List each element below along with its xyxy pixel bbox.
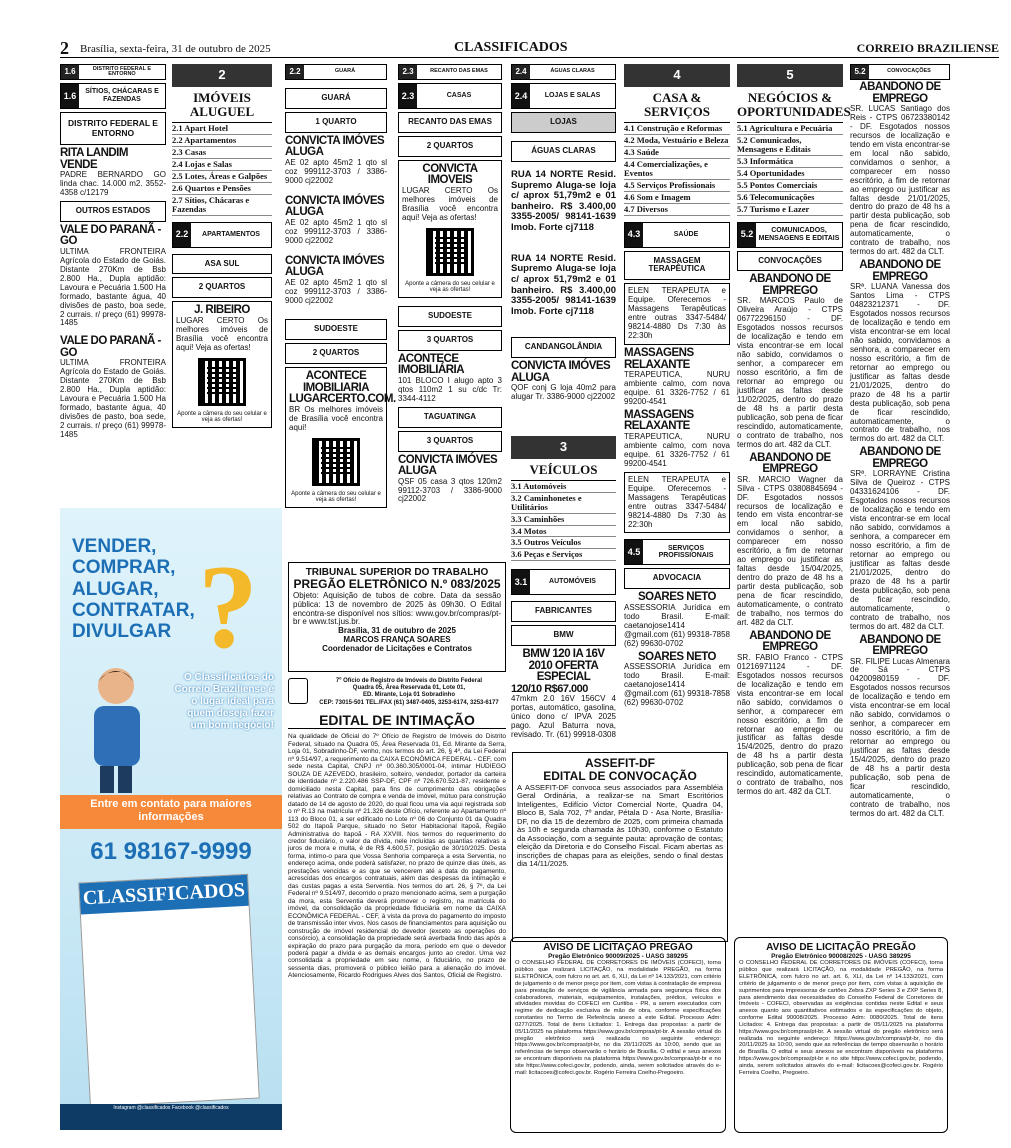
tst-notice: TRIBUNAL SUPERIOR DO TRABALHO PREGÃO ELETRÔNICO N.º 083/2025 Objeto: Aquisição de tubos de cobre. Data da sessão pública: 13 de novembro de 2025 às 09h30. O Edital encontra-se disponível nos sítios: www.gov.br/compras/pt-br e www.tst.jus.br. Brasília, 31 de outubro de 2025 MARCOS FRANÇA SOARES Coordenador de Licitações e Contratos xyxy=(288,562,506,672)
category-tag: 2.2 GUARÁ xyxy=(285,64,387,80)
classified-ad: CONVICTA IMÓVES ALUGA AE 02 apto 45m2 1 qto sl coz 999112-3703 / 3386-9000 cj22002 xyxy=(285,134,387,185)
assefit-notice: ASSEFIT-DF EDITAL DE CONVOCAÇÃO A ASSEFIT-DF convoca seus associados para Assembléia Geral Ordinária, a realizar-se na Smart Escritórios Inteligentes, Edifício Victor Comercial Norte, Quadra 04, Bloco B, Sala 702, 7º andar, Pétala D - Asa Norte, Brasília-DF, no dia 15 de dezembro de 2025, com primeira chamada às 10h e segunda chamada às 10h30, conforme o Estatuto da Associação, com a seguinte pauta: aprovação de contas; eleição da Diretoria e do Conselho Fiscal. Ficam abertas as inscrições de chapas para as eleições, sendo o final destas dia 14/11/2025. xyxy=(512,752,728,942)
subcategory: 3 QUARTOS xyxy=(398,431,502,452)
banner-tagline: O Classificados do Correio Braziliense é o lugar ideal para quem deseja fazer um bom negócio! xyxy=(174,672,274,731)
classified-ad: CONVICTA IMÓVES ALUGA QOF conj G loja 40m2 para alugar Tr. 3386-9000 cj22002 xyxy=(511,360,616,402)
classified-ad: ACONTECE IMOBILIÁRIA 101 BLOCO I alugo apto 3 qtos 110m2 1 su c/dc Tr: 3344-4112 xyxy=(398,352,502,403)
subcategory: ADVOCACIA xyxy=(624,568,730,589)
banner-phone: 61 98167-9999 xyxy=(90,838,252,865)
column-negocios xyxy=(737,64,851,797)
subcategory: BMW xyxy=(511,625,616,646)
notice-body: Na qualidade de Oficial do 7º Ofício de Registro de Imóveis do Distrito Federal, situado na Quadra 05, Área Reservada 01, Ed. Mirante da Serra, Loja 01, Sobradinho-DF, venho, nos termos do art. 26, § 4º, da Lei Federal nº 9.514/97, a requerimento da CAIXA ECONÔMICA FEDERAL - CEF, com sede nesta Capital, CNPJ nº 00.360.305/0001-04, intimar HUDIEGO SOUZA DE AZEVEDO, brasileiro, solteiro, vendedor, portador da carteira de identidade nº 2.220.486 SSP-DF, CPF nº 726.670.521-87, residente e domiciliado nesta Capital, para fins de cumprimento das obrigações relativas ao Contrato de compra e venda de imóvel, mútuo para construção datado de 14 de agosto de 2020, do qual ficou uma via aqui registrada sob o nº R.13 na matrícula nº 21.326 deste Ofício, referente ao Apartamento nº 113 do Bloco 01, a ser edificado no Lote nº 06 do Conjunto 01 da Quadra 502 do Itapoã Parque, situado no Setor Habitacional Itapoã, Região Administrativa do Itapoã - RA XXVIII. Nos termos do requerimento do credor fiduciário, o valor da dívida, nele incluídas as quantias relativas a juros de mora e multa, é de R$ 4.600,57, posição de 30/10/2025. Desta forma, intimo-o para que Vossa Senhoria compareça a esta Serventia, no endereço acima, onde poderá satisfazer, no prazo de quinze dias úteis, as prestações vencidas e as que se vencerem até a data do pagamento, acrescidas dos encargos contratuais, além das despesas da intimação e das custas pagas a esta Serventia. Nos termos do art. 26, § 7º, da Lei Federal nº 9.514/97, decorrido o prazo mencionado acima, sem a purgação da mora, esta Serventia deverá promover o registro, na matrícula do imóvel, da consolidação da propriedade fiduciária em nome da CAIXA ECONÔMICA FEDERAL - CEF, à vista da prova do pagamento do imposto de transmissão inter vivos. Nos casos de financiamentos para aquisição ou construção de imóvel residencial do devedor (exceto as operações do consórcio), a consolidação da propriedade será averbada findo das após a expiração do prazo para purgação da mora, período em que o devedor poderá pagar a dívida e as demais encargos junto ao credor. Uma vez consolidada a propriedade em seu nome, o fiduciário, no prazo de sessenta dias, promoverá o público leilão para a alienação do imóvel. Atenciosamente, Ricardo Rodrigues Alves dos Santos, Oficial de Registro. xyxy=(288,733,506,980)
subcategory: CONVOCAÇÕES xyxy=(737,251,843,272)
classified-ad: VALE DO PARANÃ - GO ULTIMA FRONTEIRA Agrícola do Estado de Goiás. Distante 270Km de Bsb 2.800 Ha., Dupla aptidão: Lavoura e Pecuária 1.500 Ha formado, bastante água, 40 divisões de pasto, boa sede, 2 currais. r/ preço (61) 99978-1485 xyxy=(60,223,166,328)
section-heading: NEGÓCIOS & OPORTUNIDADES xyxy=(737,89,851,119)
classified-ad: SOARES NETO ASSESSORIA Jurídica em todo Brasil. E-mail: caetanojose1414 @gmail.com (61) 99318-7858 (62) 99630-0702 xyxy=(624,650,730,708)
dateline: Brasília, sexta-feira, 31 de outubro de 2025 xyxy=(80,43,271,55)
category-header: 2.2 APARTAMENTOS xyxy=(172,222,272,248)
aviso-licitacao-1: AVISO DE LICITAÇÃO PREGÃO Pregão Eletrônico 90009/2025 - UASG 389295 O CONSELHO FEDERAL DE CORRETORES DE IMÓVEIS (COFECI), torna público que realizará LICITAÇÃO, na modalidade PREGÃO, na forma ELETRÔNICA, com fulcro no art. art. 6, XLI, da Lei nº 14.133/2021, com critério de julgamento o de menor preço por item, com vistas à contratação de empresa para prestação de serviços de vigilância armada para segurança física dos colaboradores, materiais, equipamentos, instalações, prédios, veículos e atividades movidas do COFECI em Curitiba - PR, a serem executados com regime de dedicação exclusiva de mão de obra, conforme especificações constantes no Termo de Referência anexo a este Edital. Processo Adm: 0277/2025. Total de itens Licitados: 1. Entrega das propostas: a partir de 05/11/2025 na plataforma https://www.gov.br/compras/pt-br. A sessão virtual do pregão eletrônico será realizada no seguinte endereço: https://www.gov.br/compras/pt-br, no dia 20/11/2025 às 10:00, sendo que as referências de tempo observarão o horário de Brasília. O edital e seus anexos se encontram disponíveis na plataforma https://www.gov.br/compras/pt-br e no site https://www.cofeci.gov.br, podendo, ainda, serem solicitados através do e-mail: licitacoes@cofeci.gov.br. Rogério Ferreira Coelho-Pregoeiro. xyxy=(510,937,726,1133)
column-casa-servicos xyxy=(624,64,730,754)
section-index: 3.1 Automóveis 3.2 Caminhonetes e Utilitários 3.3 Caminhões 3.4 Motos 3.5 Outros Veículos 3.6 Peças e Serviços xyxy=(511,480,616,561)
category-tag: 1.6 DISTRITO FEDERAL E ENTORNO xyxy=(60,64,166,80)
promo-banner xyxy=(60,508,282,1130)
subcategory: 2 QUARTOS xyxy=(285,343,387,364)
column-veiculos xyxy=(511,436,616,746)
subcategory: CANDANGOLÂNDIA xyxy=(511,337,616,358)
column-guara xyxy=(285,64,396,534)
subcategory: 3 QUARTOS xyxy=(398,330,502,351)
page-header xyxy=(60,38,999,58)
subcategory: MASSAGEM TERAPÊUTICA xyxy=(624,251,730,281)
subcategory: DISTRITO FEDERAL E ENTORNO xyxy=(60,112,166,145)
subcategory: RECANTO DAS EMAS xyxy=(398,112,502,133)
classified-ad: ABANDONO DE EMPREGO SRª. LUANA Vanessa dos Santos Lima - CTPS 04823212371 - DF. Esgotados nossos recursos de localização e tendo em vista encontrar-se em local não sabido, convidamos a senhora, a comparecer em nosso escritório, a fim de retornar ao emprego ou justificar as faltas desde 21/01/2025, dentro do prazo de 48 hs a partir desta publicação, sob pena de ficar rescindido, automaticamente, o contrato de trabalho, nos termos do art. 482 da CLT. xyxy=(850,259,950,444)
column-imoveis-aluguel xyxy=(172,64,272,431)
category-header: 5.2 COMUNICADOS, MENSAGENS E EDITAIS xyxy=(737,222,843,248)
subcategory: ASA SUL xyxy=(172,254,272,275)
cartorio-header: 7º Ofício de Registro de Imóveis do Distrito Federal Quadra 05, Área Reservada 01, Lote 01, ED. Mirante, Loja 01 Sobradinho CEP: 73015-501 TEL./FAX (61) 3487-0405, 3253-6174, 3253-6177 xyxy=(288,678,506,707)
column-lojas xyxy=(511,64,616,434)
question-mark-icon: ? xyxy=(198,540,258,673)
category-tag: 2.3 RECANTO DAS EMAS xyxy=(398,64,502,80)
classified-ad: ABANDONO DE EMPREGO SR. FILIPE Lucas Almenara de Sá - CTPS 04200980159 - DF. Esgotados nossos recursos de localização e tendo em vista encontrar-se em local não sabido, convidamos o senhor, a comparecer em nosso escritório, a fim de retornar ao emprego ou justificar as faltas desde 15/4/2025, dentro do prazo de 48 hs a partir desta publicação, sob pena de ficar rescindido, automaticamente, o contrato de trabalho, nos termos do art. 482 da CLT. xyxy=(850,633,950,818)
category-header: 4.5 SERVIÇOS PROFISSIONAIS xyxy=(624,539,730,565)
classified-ad: ELEN TERAPEUTA e Equipe. Oferecemos - Massagens Terapêuticas entre outras 3347-5484/ 98214-4880 Ds 7:30 às 22:30h xyxy=(624,283,730,345)
classified-ad: CONVICTA IMOVEIS LUGAR CERTO Os melhores imóveis de Brasília você encontra aqui! Veja as ofertas! Aponte a câmera do seu celular e veja as ofertas! xyxy=(398,160,502,298)
subcategory: GUARÁ xyxy=(285,88,387,109)
classified-ad: CONVICTA IMÓVES ALUGA QSF 05 casa 3 qtos 120m2 99112-3703 / 3386-9000 cj22002 xyxy=(398,453,502,504)
classified-ad: BMW 120 IA 16V 2010 OFERTA ESPECIAL 120/10 R$67.000 47mkm 2.0 16V 156CV 4 portas, automático, gasolina, único dono c/ IPVA 2025 pago. Azul Baturra nova, revisado. Tr. (61) 99918-0308 xyxy=(511,648,616,739)
category-tag: 5.2 CONVOCAÇÕES xyxy=(850,64,950,80)
section-index: 2.1 Apart Hotel 2.2 Apartamentos 2.3 Casas 2.4 Lojas e Salas 2.5 Lotes, Áreas e Galpões 2.6 Quartos e Pensões 2.7 Sítios, Chácaras e Fazendas xyxy=(172,122,272,215)
notice-title: EDITAL DE INTIMAÇÃO xyxy=(288,713,506,730)
classified-ad: VALE DO PARANÃ - GO ULTIMA FRONTEIRA Agrícola do Estado de Goiás. Distante 270Km de Bsb 2.800 Ha., Dupla aptidão: Lavoura e Pecuária 1.500 Ha formado, bastante água, 40 divisões de pasto, boa sede, 2 currais. r/ preço (61) 99978-1485 xyxy=(60,335,166,440)
subcategory: LOJAS xyxy=(511,112,616,133)
section-index: 4.1 Construção e Reformas 4.2 Moda, Vestuário e Beleza 4.3 Saúde 4.4 Comercializações, e Eventos 4.5 Serviços Profissionais 4.6 Som e Imagem 4.7 Diversos xyxy=(624,123,729,214)
classified-ad: RUA 14 NORTE Resid. Supremo Aluga-se loja c/ aprox 51,79m2 e 01 banheiro. R$ 3.400,00 3355-2005/ 98141-1639 Imob. Forte cj7118 xyxy=(511,168,616,234)
newspaper-image: CLASSIFICADOS xyxy=(78,874,260,1108)
classified-ad: RUA 14 NORTE Resid. Supremo Aluga-se loja c/ aprox 51,79m2 e 01 banheiro. R$ 3.400,00 3355-2005/ 98141-1639 Imob. Forte cj7118 xyxy=(511,252,616,317)
classified-ad: CONVICTA IMÓVES ALUGA AE 02 apto 45m2 1 qto sl coz 999112-3703 / 3386-9000 cj22002 xyxy=(285,254,387,305)
category-tag: 2.4 ÁGUAS CLARAS xyxy=(511,64,616,80)
subcategory: TAGUATINGA xyxy=(398,407,502,428)
classified-ad: MASSAGENS RELAXANTE TERAPEUTICA, NURU ambiente calmo, com nova equipe. 61 3326-7752 / 61 99200-4541 xyxy=(624,347,730,406)
column-casas xyxy=(398,64,502,554)
column-convocacoes xyxy=(850,64,950,818)
subcategory: SUDOESTE xyxy=(285,319,387,340)
seal-icon xyxy=(288,678,308,704)
banner-footer: Instagram @classificados Facebook @classificados xyxy=(60,1104,282,1130)
column-sitios xyxy=(60,64,166,443)
aviso-licitacao-2: AVISO DE LICITAÇÃO PREGÃO Pregão Eletrônico 90008/2025 - UASG 389295 O CONSELHO FEDERAL DE CORRETORES DE IMÓVEIS (COFECI), torna público que realizará LICITAÇÃO, na modalidade PREGÃO, na forma ELETRÔNICA, com fulcro no art. art. 6, XLI, da Lei nº 14.133/2021, com critério de julgamento o de menor preço por item, com vistas à aquisição de suprimentos para impressoras de cartões Zebra ZXP Series 3 e ZXP Series 8, para atendimento das necessidades do Conselho Federal de Corretores de Imóveis - COFECI, observadas as exigências contidas neste Edital e seus anexos quanto aos quantitativos estimados e às especificações do objeto, conforme Edital 90008/2025. Processo Adm: 0080/2025. Total de itens Licitados: 4. Entrega das propostas: a partir de 05/11/2025 na plataforma https://www.gov.br/compras/pt-br. A sessão virtual do pregão eletrônico será realizada no seguinte endereço: https://www.gov.br/compras/pt-br, no dia 20/11/2025 às 10:00, sendo que as referências de tempo observarão o horário de Brasília. O edital e seus anexos se encontram disponíveis na plataforma https://www.gov.br/compras/pt-br e no site https://www.cofeci.gov.br, podendo, ainda, serem solicitados através do e-mail: licitacoes@cofeci.gov.br. Rogério Ferreira Coelho, Pregoeiro. xyxy=(734,937,948,1133)
section-heading: CASA & SERVIÇOS xyxy=(643,89,710,119)
masthead: CORREIO BRAZILIENSE xyxy=(856,41,999,55)
subcategory: OUTROS ESTADOS xyxy=(60,201,166,222)
banner-cta: Entre em contato para maiores informações xyxy=(60,795,282,829)
classified-ad: ABANDONO DE EMPREGO SR. MARCIO Wagner da Silva - CTPS 03808845694 - DF. Esgotados nossos recursos de localização e tendo em vista encontrar-se em local não sabido, convidamos o senhor, a comparecer em nosso escritório, a fim de retornar ao emprego ou justificar as faltas desde 15/04/2025, dentro do prazo de 48 hs a partir desta publicação, sob pena de ficar rescindido, automaticamente, o contrato de trabalho, nos termos do art. 482 da CLT. xyxy=(737,451,843,627)
classified-ad: ABANDONO DE EMPREGO SR. LUCAS Santiago dos Reis - CTPS 06723380142 - DF. Esgotados nossos recursos de localização e tendo em vista encontrar-se em local não sabido, convidamos o senhor, a comparecer em nosso escritório, a fim de retornar ao emprego ou justificar as faltas desde 21/01/2025, dentro do prazo de 48 hs a partir desta publicação, sob pena de ficar rescindido, automaticamente, o contrato de trabalho, nos termos do art. 482 da CLT. xyxy=(850,81,950,257)
section-number: 2 xyxy=(172,64,272,87)
classified-ad: CONVICTA IMÓVES ALUGA AE 02 apto 45m2 1 qto sl coz 999112-3703 / 3386-9000 cj22002 xyxy=(285,194,387,245)
classified-ad: SOARES NETO ASSESSORIA Jurídica em todo Brasil. E-mail: caetanojose1414 @gmail.com (61) 99318-7858 (62) 99630-0702 xyxy=(624,591,730,648)
category-header: 2.3 CASAS xyxy=(398,83,502,109)
subcategory: ÁGUAS CLARAS xyxy=(511,141,616,162)
page-number: 2 xyxy=(60,38,69,58)
subcategory: FABRICANTES xyxy=(511,601,616,622)
classified-ad: ACONTECE IMOBILIARIA LUGARCERTO.COM. BR Os melhores imóveis de Brasília você encontra aqui! Aponte a câmera do seu celular e veja as ofertas! xyxy=(285,367,387,508)
banner-headline: VENDER, COMPRAR, ALUGAR, CONTRATAR, DIVULGAR xyxy=(72,536,195,643)
category-header: 2.4 LOJAS E SALAS xyxy=(511,83,616,109)
classified-ad: RITA LANDIM VENDE PADRE BERNARDO GO linda chac. 14.000 m2. 3552-4358 c/12179 xyxy=(60,147,166,197)
classified-ad: MASSAGENS RELAXANTE TERAPEUTICA, NURU ambiente calmo, com nova equipe. 61 3326-7752 / 61 99200-4541 xyxy=(624,408,730,468)
section-number: 4 xyxy=(624,64,730,87)
classified-ad: ABANDONO DE EMPREGO SR. MARCOS Paulo de Oliveira Araújo - CTPS 06772296150 - DF. Esgotados nossos recursos de localização e tendo em vista encontrar-se em local não sabido, convidamos o senhor, a comparecer em nosso escritório, a fim de retornar ao emprego ou justificar as faltas desde 11/02/2025, dentro do prazo de 48 hs a partir desta publicação, sob pena de ficar rescindido, automaticamente, o contrato de trabalho, nos termos do art. 482 da CLT. xyxy=(737,273,843,449)
classified-ad: ELEN TERAPEUTA e Equipe. Oferecemos - Massagens Terapêuticas entre outras 3347-5484/ 98214-4880 Ds 7:30 às 22:30h xyxy=(624,472,730,534)
category-header: 3.1 AUTOMÓVEIS xyxy=(511,569,616,595)
classified-ad: J. RIBEIRO LUGAR CERTO Os melhores imóveis de Brasília você encontra aqui! Veja as ofertas! Aponte a câmera do seu celular e veja as ofertas! xyxy=(172,301,272,428)
subcategory: 1 QUARTO xyxy=(285,112,387,133)
qr-code[interactable] xyxy=(198,358,246,406)
qr-code[interactable] xyxy=(426,228,474,276)
cartorio-notice xyxy=(288,678,506,1128)
section-number: 3 xyxy=(511,436,616,459)
section-number: 5 xyxy=(737,64,843,87)
classified-ad: ABANDONO DE EMPREGO SRª. LORRAYNE Cristina Silva de Queiroz - CTPS 04331624106 - DF. Esgotados nossos recursos de localização e tendo em vista encontrar-se em local não sabido, convidamos a senhora, a comparecer em nosso escritório, a fim de retornar ao emprego ou justificar as faltas desde 21/01/2025, dentro do prazo de 48 hs a partir desta publicação, sob pena de ficar rescindido, automaticamente, o contrato de trabalho, nos termos do art. 482 da CLT. xyxy=(850,446,950,631)
person-illustration xyxy=(74,658,156,793)
category-header: 1.6 SÍTIOS, CHÁCARAS E FAZENDAS xyxy=(60,83,166,109)
subcategory: 2 QUARTOS xyxy=(398,136,502,157)
qr-code[interactable] xyxy=(312,438,360,486)
section-heading: VEÍCULOS xyxy=(529,461,598,477)
classified-ad: ABANDONO DE EMPREGO SR. FABIO Franco - CTPS 01216971124 - DF. Esgotados nossos recursos de localização e tendo em vista encontrar-se em local não sabido, convidamos o senhor, a comparecer em nosso escritório, a fim de retornar ao emprego ou justificar as faltas desde 15/4/2025, dentro do prazo de 48 hs a partir desta publicação, sob pena de ficar rescindido, automaticamente, o contrato de trabalho, nos termos do art. 482 da CLT. xyxy=(737,629,843,797)
subcategory: SUDOESTE xyxy=(398,306,502,327)
category-header: 4.3 SAÚDE xyxy=(624,222,730,248)
section-index: 5.1 Agricultura e Pecuária 5.2 Comunicados, Mensagens e Editais 5.3 Informática 5.4 Oportunidades 5.5 Pontos Comerciais 5.6 Telecomunicações 5.7 Turismo e Lazer xyxy=(737,122,843,215)
section-title: CLASSIFICADOS xyxy=(454,40,568,55)
section-heading: IMÓVEIS ALUGUEL xyxy=(189,89,255,119)
subcategory: 2 QUARTOS xyxy=(172,277,272,298)
